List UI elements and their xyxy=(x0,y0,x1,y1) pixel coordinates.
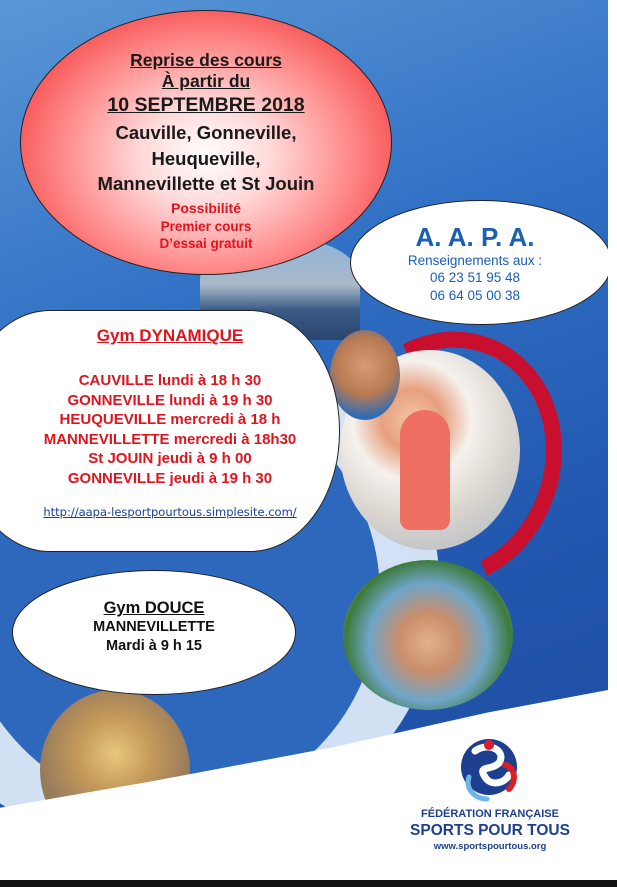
schedule-entry: HEUQUEVILLE mercredi à 18 h xyxy=(59,411,281,428)
federation-logo xyxy=(455,737,525,805)
schedule-entry: St JOUIN jeudi à 9 h 00 xyxy=(88,450,252,467)
smiling-man-photo xyxy=(330,330,400,420)
schedule-entry: GONNEVILLE jeudi à 19 h 30 xyxy=(67,469,273,487)
free-trial-offer: D’essai gratuit xyxy=(159,236,253,251)
announcement-towns: Cauville, Gonneville, xyxy=(115,122,297,143)
gym-douce-oval xyxy=(12,570,296,695)
schedule-entry: GONNEVILLE lundi à 19 h 30 xyxy=(67,391,273,409)
page-margin xyxy=(608,0,617,880)
announcement-line2: À partir du xyxy=(161,71,251,91)
gym-dynamique-title: Gym DYNAMIQUE xyxy=(96,326,244,345)
gym-douce-place: MANNEVILLETTE xyxy=(93,619,215,635)
federation-line2: SPORTS POUR TOUS xyxy=(410,822,570,839)
announcement-oval xyxy=(20,10,392,275)
phone-number[interactable]: 06 64 05 00 38 xyxy=(429,288,521,303)
announcement-line1: Reprise des cours xyxy=(130,50,282,70)
page-bottom-edge xyxy=(0,880,617,887)
phone-number[interactable]: 06 23 51 95 48 xyxy=(429,270,521,285)
federation-website[interactable]: www.sportspourtous.org xyxy=(433,841,547,852)
organization-name: A. A. P. A. xyxy=(415,222,535,252)
gym-dynamique-box xyxy=(0,310,340,552)
free-trial-offer: Possibilité xyxy=(170,200,242,216)
federation-name xyxy=(390,808,590,854)
federation-line1: FÉDÉRATION FRANÇAISE xyxy=(421,808,559,820)
dancer-figure xyxy=(400,410,450,530)
gym-douce-title: Gym DOUCE xyxy=(103,599,205,617)
announcement-towns: Heuqueville, xyxy=(151,148,261,169)
announcement-date: 10 SEPTEMBRE 2018 xyxy=(107,94,305,116)
gym-douce-time: Mardi à 9 h 15 xyxy=(106,638,202,654)
info-label: Renseignements aux : xyxy=(407,253,543,268)
announcement-towns: Mannevillette et St Jouin xyxy=(97,173,315,194)
website-link[interactable]: http://aapa-lesportpourtous.simplesite.com/ xyxy=(43,505,297,519)
free-trial-offer: Premier cours xyxy=(160,219,252,234)
contact-oval xyxy=(350,200,608,325)
schedule-entry: MANNEVILLETTE mercredi à 18h30 xyxy=(43,430,297,448)
ffspt-logo-icon xyxy=(455,737,525,805)
schedule-entry: CAUVILLE lundi à 18 h 30 xyxy=(78,372,262,389)
group-hands-photo xyxy=(343,560,513,710)
